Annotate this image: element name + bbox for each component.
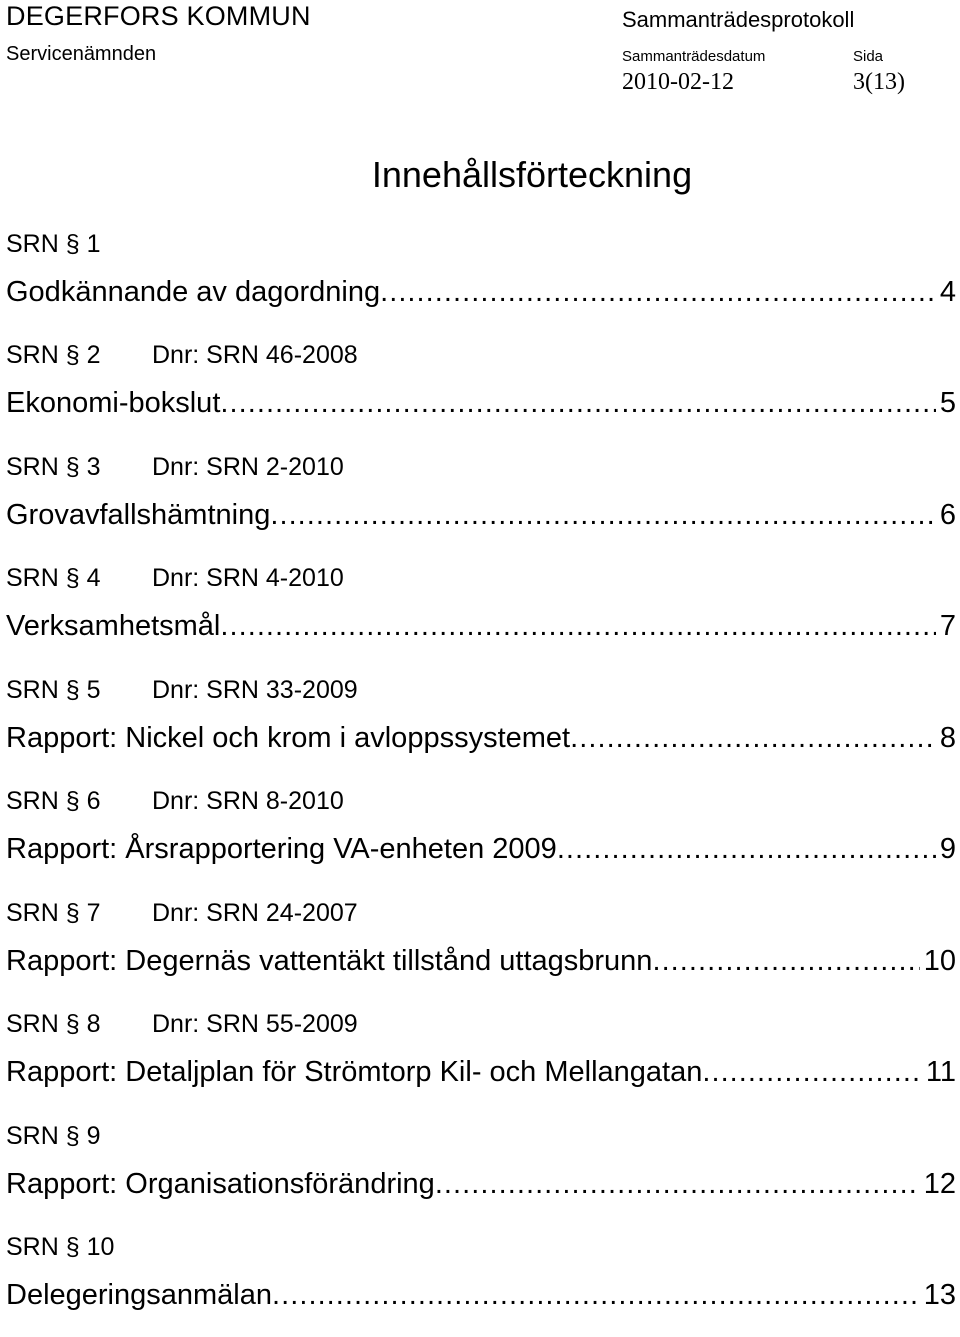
page-number: 3(13) [853,68,905,96]
toc-entry-meta [6,445,956,489]
case-number: Dnr: SRN 55-2009 [152,1010,358,1039]
header-right [622,6,952,96]
dot-leader [220,387,935,420]
entry-title: Rapport: Detaljplan för Strömtorp Kil- och Mellangatan [6,1056,702,1089]
entry-page-number: 10 [920,945,956,978]
entry-page-number: 9 [936,833,956,866]
dot-leader [270,499,936,532]
toc-entry-title-row [6,601,956,653]
meeting-date: 2010-02-12 [622,68,734,96]
toc-entry-title-row [6,712,956,764]
section-number: SRN § 10 [6,1233,152,1262]
toc-entry-title-row [6,824,956,876]
section-number: SRN § 3 [6,453,152,482]
toc-entry-title-row [6,266,956,318]
dot-leader [220,610,936,643]
toc-entry-title-row [6,1047,956,1099]
meta-labels [622,48,952,66]
toc-entry[interactable] [6,334,956,446]
entry-title: Rapport: Organisationsförändring [6,1168,435,1201]
section-number: SRN § 1 [6,230,152,259]
toc-entry[interactable] [6,445,956,557]
toc-entry-title-row [6,489,956,541]
toc-entry[interactable] [6,1226,956,1337]
toc-entry[interactable] [6,1114,956,1226]
entry-page-number: 8 [936,722,956,755]
case-number: Dnr: SRN 8-2010 [152,787,344,816]
toc-entry-meta [6,222,956,266]
case-number: Dnr: SRN 46-2008 [152,341,358,370]
dot-leader [702,1056,922,1089]
section-number: SRN § 4 [6,564,152,593]
case-number: Dnr: SRN 24-2007 [152,899,358,928]
section-number: SRN § 6 [6,787,152,816]
case-number: Dnr: SRN 4-2010 [152,564,344,593]
meta-values [622,68,952,96]
dot-leader [652,945,919,978]
table-of-contents [6,222,956,1337]
toc-entry[interactable] [6,668,956,780]
entry-title: Godkännande av dagordning [6,276,380,309]
entry-title: Rapport: Nickel och krom i avloppssystemet [6,722,570,755]
toc-entry-meta [6,668,956,712]
toc-entry[interactable] [6,891,956,1003]
toc-entry-meta [6,557,956,601]
toc-entry-meta [6,1003,956,1047]
entry-title: Grovavfallshämtning [6,499,270,532]
section-number: SRN § 8 [6,1010,152,1039]
entry-page-number: 7 [936,610,956,643]
entry-page-number: 4 [936,276,956,309]
dot-leader [435,1168,920,1201]
entry-page-number: 12 [920,1168,956,1201]
toc-entry[interactable] [6,1003,956,1115]
document-type: Sammanträdesprotokoll [622,6,952,34]
dot-leader [380,276,936,309]
toc-entry-meta [6,1114,956,1158]
entry-title: Verksamhetsmål [6,610,220,643]
toc-entry-meta [6,891,956,935]
toc-entry-meta [6,1226,956,1270]
section-number: SRN § 5 [6,676,152,705]
entry-page-number: 11 [922,1056,956,1089]
entry-title: Delegeringsanmälan [6,1279,272,1312]
date-label: Sammanträdesdatum [622,48,765,66]
section-number: SRN § 2 [6,341,152,370]
dot-leader [570,722,936,755]
case-number: Dnr: SRN 33-2009 [152,676,358,705]
toc-entry[interactable] [6,780,956,892]
header-left [6,0,311,66]
entry-page-number: 5 [936,387,956,420]
toc-entry-title-row [6,935,956,987]
case-number: Dnr: SRN 2-2010 [152,453,344,482]
entry-title: Ekonomi-bokslut [6,387,220,420]
dot-leader [557,833,936,866]
entry-title: Rapport: Degernäs vattentäkt tillstånd uttagsbrunn [6,945,652,978]
municipality-name: DEGERFORS KOMMUN [6,0,311,32]
toc-entry-title-row [6,1270,956,1322]
toc-title: Innehållsförteckning [0,153,960,197]
entry-page-number: 6 [936,499,956,532]
toc-entry-title-row [6,1158,956,1210]
section-number: SRN § 9 [6,1122,152,1151]
toc-entry[interactable] [6,222,956,334]
toc-entry-meta [6,334,956,378]
toc-entry-title-row [6,378,956,430]
committee-name: Servicenämnden [6,42,311,66]
entry-page-number: 13 [920,1279,956,1312]
dot-leader [272,1279,920,1312]
toc-entry[interactable] [6,557,956,669]
page-label: Sida [853,48,883,66]
entry-title: Rapport: Årsrapportering VA-enheten 2009 [6,833,557,866]
section-number: SRN § 7 [6,899,152,928]
toc-entry-meta [6,780,956,824]
